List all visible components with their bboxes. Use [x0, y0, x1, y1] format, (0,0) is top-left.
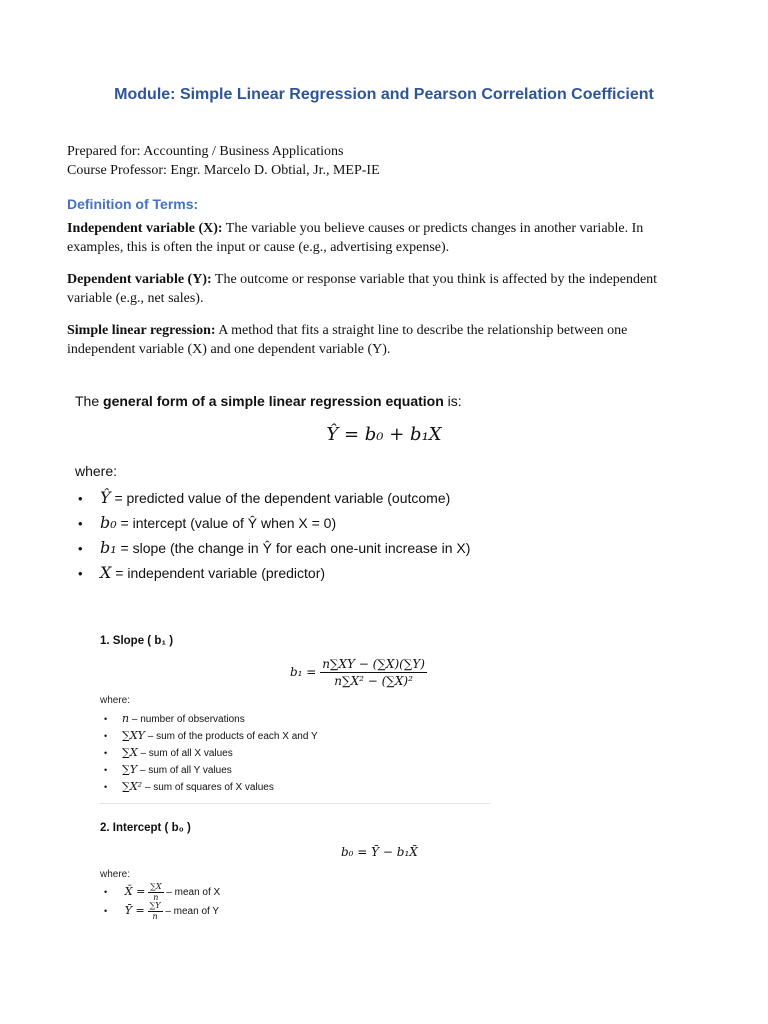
definition-text: The outcome or response variable that you think is affected by the independent variable (e.g., net sales).: [67, 272, 658, 306]
course-professor: Course Professor: Engr. Marcelo D. Obtial, Jr., MEP-IE: [67, 163, 380, 178]
mean-fraction: [148, 902, 163, 921]
list-item: [104, 779, 318, 796]
symbol: ∑X: [122, 746, 138, 759]
bullet-text: – sum of all Y values: [137, 765, 232, 776]
section-divider: [100, 803, 490, 804]
list-item: [104, 762, 318, 779]
bullet-text: = independent variable (predictor): [111, 565, 326, 581]
symbol: X̄ =: [124, 885, 146, 899]
list-item: [104, 728, 318, 745]
bullet-text: = intercept (value of Ŷ when X = 0): [116, 515, 337, 531]
symbol: Ŷ: [100, 488, 111, 507]
bullet-text: = predicted value of the dependent variable (outcome): [110, 490, 451, 506]
list-item: [104, 711, 318, 728]
fraction-denominator: n: [153, 893, 159, 902]
slope-fraction: [320, 657, 427, 688]
general-equation: Ŷ = b₀ + b₁X: [326, 424, 442, 445]
slope-numerator: n∑XY − (∑X)(∑Y): [322, 657, 425, 671]
fraction-numerator: ∑X: [150, 882, 162, 891]
slope-where-label: where:: [100, 695, 131, 706]
list-item: [78, 511, 470, 536]
mean-fraction: [148, 883, 163, 902]
symbol: b₁: [100, 538, 117, 557]
list-item: [104, 883, 220, 902]
list-item: [78, 561, 470, 586]
symbol: Ȳ =: [124, 904, 145, 918]
bullet-text: – sum of all X values: [137, 748, 233, 759]
list-item: [104, 745, 318, 762]
general-form-intro: [75, 393, 462, 409]
definition-dependent: [67, 270, 687, 308]
symbol: ∑Y: [122, 763, 138, 776]
slope-lhs: b₁ =: [290, 665, 317, 679]
definitions-heading: Definition of Terms:: [67, 196, 199, 212]
definition-independent: [67, 219, 687, 257]
slope-formula: [290, 657, 427, 688]
definition-term: Independent variable (X):: [67, 221, 223, 236]
intro-text: The: [75, 393, 104, 409]
slope-heading: 1. Slope ( b₁ ): [100, 635, 174, 647]
intercept-bullets: [104, 883, 220, 921]
definition-term: Dependent variable (Y):: [67, 272, 212, 287]
symbol: n: [122, 712, 130, 725]
symbol: X: [100, 563, 112, 582]
general-bullets: [78, 486, 470, 586]
fraction-denominator: n: [152, 912, 158, 921]
intro-bold: general form of a simple linear regression equation: [103, 393, 444, 409]
symbol: ∑XY: [122, 729, 145, 742]
prepared-for: Prepared for: Accounting / Business Applications: [67, 144, 344, 159]
intercept-where-label: where:: [100, 869, 131, 880]
list-item: [78, 486, 470, 511]
symbol: ∑X²: [122, 780, 143, 793]
definition-term: Simple linear regression:: [67, 323, 216, 338]
bullet-text: – number of observations: [129, 714, 245, 725]
bullet-text: = slope (the change in Ŷ for each one-unit increase in X): [116, 540, 471, 556]
list-item: [104, 902, 220, 921]
slope-bullets: [104, 711, 318, 796]
definition-text: A method that fits a straight line to describe the relationship between one independent variable (X) and one dependent variable (Y).: [67, 323, 628, 357]
intercept-formula: b₀ = Ȳ − b₁X̄: [341, 845, 418, 859]
bullet-text: – sum of the products of each X and Y: [144, 731, 318, 742]
where-label: where:: [75, 463, 118, 479]
intro-text-end: is:: [443, 393, 462, 409]
document-title: Module: Simple Linear Regression and Pearson Correlation Coefficient: [114, 86, 654, 103]
bullet-text: – mean of Y: [162, 906, 220, 918]
definition-text: The variable you believe causes or predicts changes in another variable. In examples, this is often the input or cause (e.g., advertising expense).: [67, 221, 644, 255]
bullet-text: – sum of squares of X values: [142, 782, 274, 793]
definition-regression: [67, 321, 687, 359]
symbol: b₀: [100, 513, 117, 532]
slope-denominator: n∑X² − (∑X)²: [334, 674, 413, 688]
intercept-heading: 2. Intercept ( b₀ ): [100, 822, 191, 834]
bullet-text: – mean of X: [163, 887, 221, 899]
list-item: [78, 536, 470, 561]
fraction-numerator: ∑Y: [149, 901, 161, 910]
